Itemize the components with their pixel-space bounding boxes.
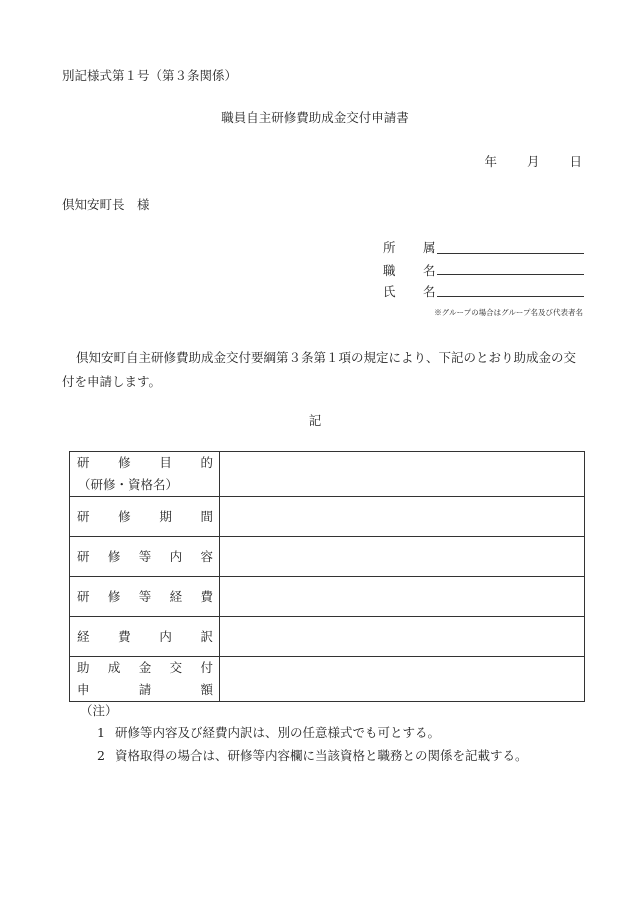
- date-day-label: 日: [569, 154, 582, 169]
- amount-label: 助 成 金 交 付 申 請 額: [70, 657, 220, 702]
- note-text: 研修等内容及び経費内訳は、別の任意様式でも可とする。: [115, 725, 441, 740]
- applicant-affiliation-label: 所 属: [383, 240, 436, 255]
- expense-field[interactable]: [220, 577, 585, 617]
- applicant-position-label: 職 名: [383, 263, 436, 278]
- table-row-period: [70, 497, 585, 537]
- expense-label: 研 修 等 経 費: [70, 577, 220, 617]
- form-number: 別記様式第１号（第３条関係）: [62, 68, 238, 83]
- content-field[interactable]: [220, 537, 585, 577]
- name-input-line[interactable]: [437, 296, 584, 297]
- purpose-sub-label: （研修・資格名）: [78, 477, 179, 492]
- table-row-breakdown: [70, 617, 585, 657]
- breakdown-label: 経 費 内 訳: [70, 617, 220, 657]
- purpose-label: 研 修 目 的 （研修・資格名）: [70, 452, 220, 497]
- note-number: 1: [97, 725, 105, 740]
- affiliation-input-line[interactable]: [437, 253, 584, 254]
- table-row-amount: [70, 657, 585, 702]
- note-item: [97, 746, 528, 764]
- date-month-label: 月: [526, 154, 540, 169]
- position-input-line[interactable]: [437, 274, 584, 275]
- date-year-label: 年: [484, 154, 497, 169]
- note-text: 資格取得の場合は、研修等内容欄に当該資格と職務との関係を記載する。: [115, 748, 528, 763]
- breakdown-field[interactable]: [220, 617, 585, 657]
- application-detail-table: [69, 451, 585, 702]
- applicant-name-label: 氏 名: [383, 284, 436, 299]
- notes-heading: （注）: [80, 703, 118, 718]
- document-title: 職員自主研修費助成金交付申請書: [221, 110, 409, 125]
- period-label: 研 修 期 間: [70, 497, 220, 537]
- addressee: 倶知安町長 様: [62, 197, 150, 212]
- content-label: 研 修 等 内 容: [70, 537, 220, 577]
- table-row-purpose: [70, 452, 585, 497]
- note-number: 2: [97, 748, 105, 763]
- date-line: [484, 152, 582, 170]
- note-item: [97, 723, 440, 741]
- ki-heading: 記: [308, 413, 322, 428]
- purpose-field[interactable]: [220, 452, 585, 497]
- application-statement: 倶知安町自主研修費助成金交付要綱第３条第１項の規定により、下記のとおり助成金の交付を申請します。: [62, 350, 577, 389]
- group-note: ※グループの場合はグループ名及び代表者名: [434, 308, 583, 317]
- table-row-expense: [70, 577, 585, 617]
- table-row-content: [70, 537, 585, 577]
- period-field[interactable]: [220, 497, 585, 537]
- amount-field[interactable]: [220, 657, 585, 702]
